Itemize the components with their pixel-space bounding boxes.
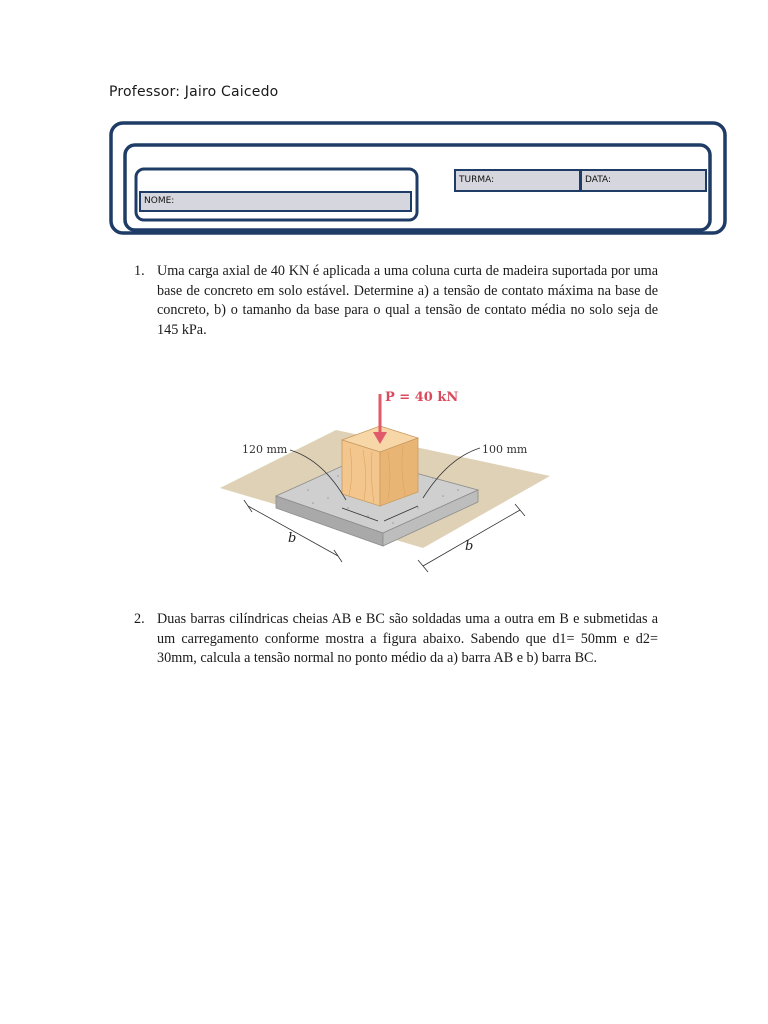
question-1 <box>134 262 658 340</box>
base-right-b-label: b <box>465 539 474 554</box>
data-label: DATA: <box>585 175 612 185</box>
professor-name: Professor: Jairo Caicedo <box>109 84 279 100</box>
nome-label: NOME: <box>144 196 175 206</box>
question-2-text: Duas barras cilíndricas cheias AB e BC são soldadas uma a outra em B e submetidas a um carregamento conforme mostra a figura abaixo. Sabendo que d1= 50mm e d2= 30mm, calcula a tensão normal no ponto médio da a) barra AB e b) barra BC. <box>157 611 658 666</box>
header-form-frame <box>0 0 768 250</box>
dim-120mm-label: 120 mm <box>242 443 288 456</box>
question-1-number: 1. <box>134 263 145 279</box>
nome-field-box <box>140 192 411 211</box>
question-2 <box>134 610 658 669</box>
base-left-b-label: b <box>288 531 297 546</box>
footing-figure <box>218 378 558 580</box>
dim-100mm-label: 100 mm <box>482 443 528 456</box>
question-1-text: Uma carga axial de 40 KN é aplicada a uma coluna curta de madeira suportada por uma base de concreto em solo estável. Determine a) a tensão de contato máxima na base de concreto, b) o tamanho da base para o qual a tensão de contato média no solo seja de 145 kPa. <box>157 263 658 338</box>
load-label: P = 40 kN <box>385 390 459 405</box>
wood-column-left-face <box>342 440 380 506</box>
question-2-number: 2. <box>134 611 145 627</box>
turma-label: TURMA: <box>459 175 495 185</box>
